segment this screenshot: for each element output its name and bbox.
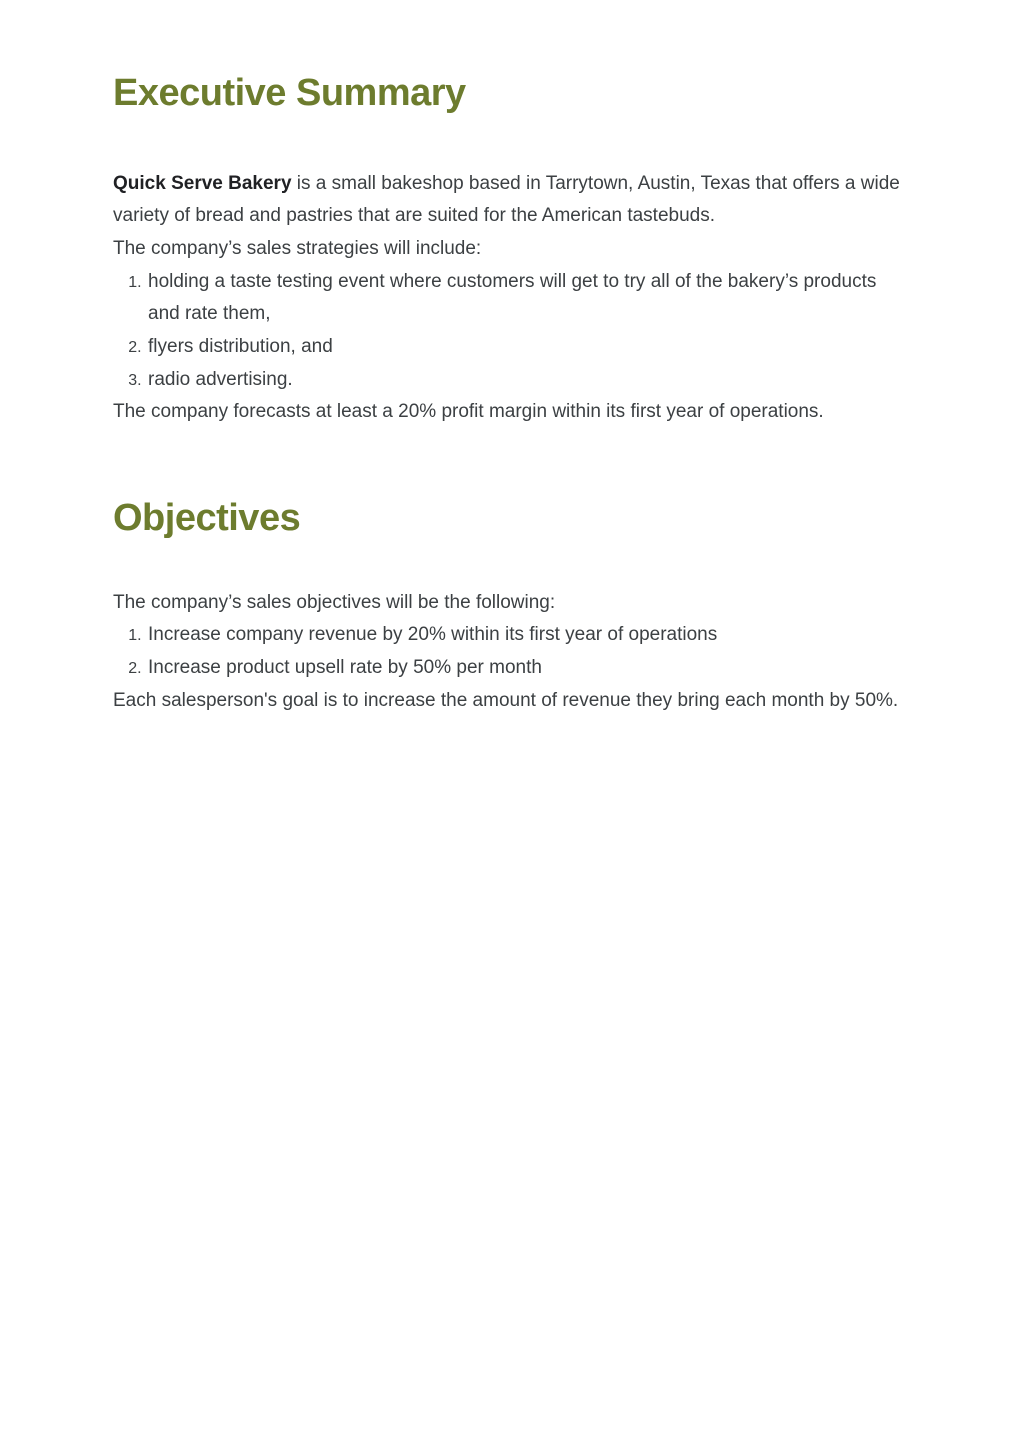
list-item: 1. Increase company revenue by 20% within its first year of operations: [146, 619, 906, 652]
objectives-list: [113, 619, 906, 684]
executive-summary-heading: Executive Summary: [113, 72, 466, 114]
objectives-lead: The company’s sales objectives will be the following:: [113, 591, 556, 613]
intro-text: is a small bakeshop based in Tarrytown, Austin, Texas that offers a wide variety of bread and pastries that are suited for the American tastebuds.: [113, 172, 900, 227]
section-executive-summary: [113, 72, 906, 429]
strategies-lead: The company’s sales strategies will include:: [113, 238, 482, 260]
intro-paragraph: [113, 168, 906, 233]
company-name: Quick Serve Bakery: [113, 172, 292, 194]
list-item: 2. Increase product upsell rate by 50% per month: [146, 652, 906, 685]
list-item: 3. radio advertising.: [146, 364, 906, 397]
list-item: 2. flyers distribution, and: [146, 331, 906, 364]
strategies-list: [113, 266, 906, 397]
closing-paragraph: Each salesperson's goal is to increase the amount of revenue they bring each month by 50%.: [113, 689, 899, 711]
list-item: 1. holding a taste testing event where customers will get to try all of the bakery’s products and rate them,: [146, 266, 906, 331]
forecast-paragraph: The company forecasts at least a 20% profit margin within its first year of operations.: [113, 401, 824, 423]
section-objectives: [113, 497, 906, 717]
objectives-heading: Objectives: [113, 497, 301, 540]
